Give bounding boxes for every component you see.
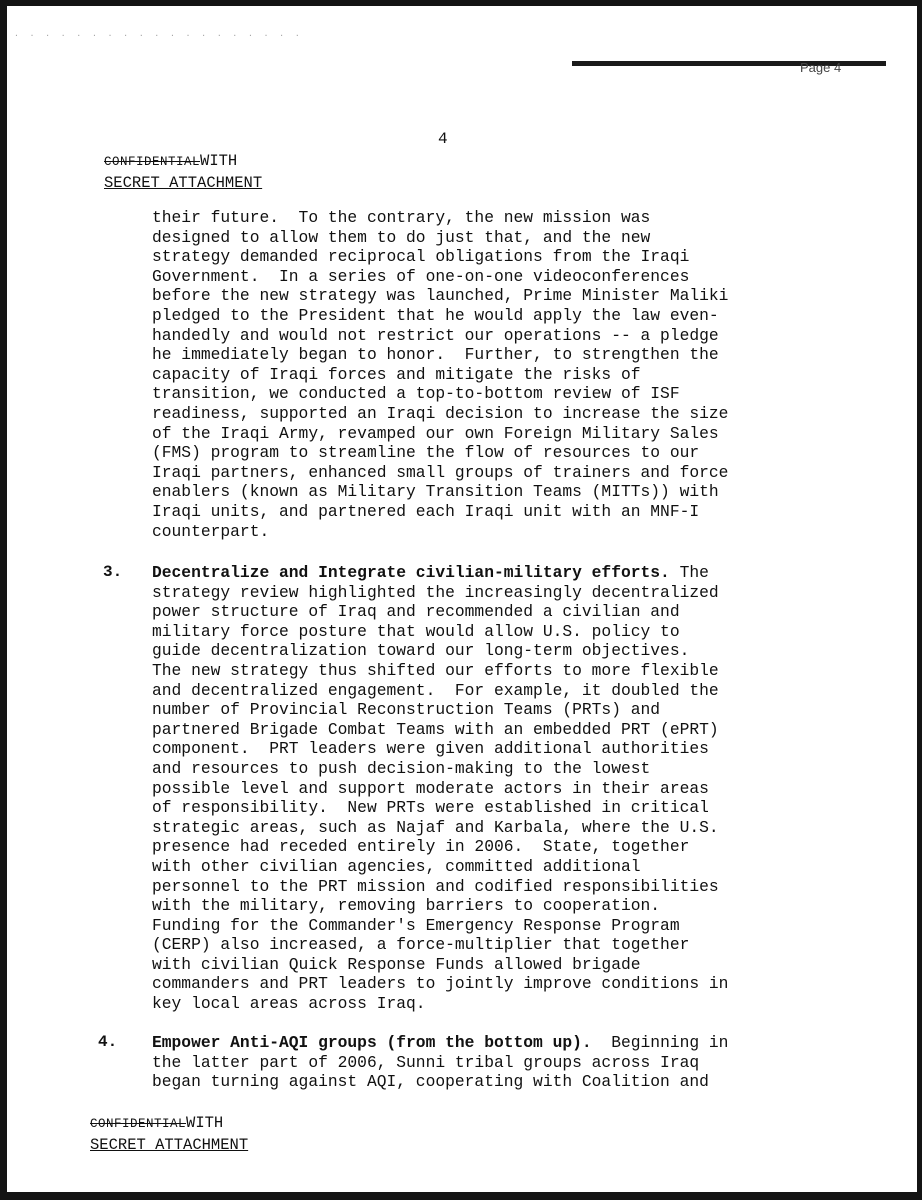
page-number: 4 (438, 130, 448, 148)
struck-classification: CONFIDENTIAL (104, 155, 201, 169)
classification-line2: SECRET ATTACHMENT (90, 1136, 249, 1154)
item-4-paragraph (152, 1033, 802, 1092)
classification-line1 (90, 1113, 248, 1135)
item-3-body: strategy review highlighted the increasingly decentralized power structure of Iraq and recommended a civilian and military force posture that would allow U.S. policy to guide decentralization toward our long-term objectives. The new strategy thus shifted our efforts to more flexible and decentralized engagement. For example, it doubled the number of Provincial Reconstruction Teams (PRTs) and partnered Brigade Combat Teams with an embedded PRT (ePRT) component. PRT leaders were given additional authorities and resources to push decision-making to the lowest possible level and support moderate actors in their areas of responsibility. New PRTs were established in critical strategic areas, such as Najaf and Karbala, where the U.S. presence had receded entirely in 2006. State, together with other civilian agencies, committed additional personnel to the PRT mission and codified responsibilities with the military, removing barriers to cooperation. Funding for the Commander's Emergency Response Program (CERP) also increased, a force-multiplier that together with civilian Quick Response Funds allowed brigade commanders and PRT leaders to jointly improve conditions in key local areas across Iraq. (152, 582, 729, 1014)
item-4-heading: Empower Anti-AQI groups (from the bottom up). (152, 1033, 592, 1052)
item-3-number: 3. (103, 563, 123, 581)
continued-paragraph: their future. To the contrary, the new mission was designed to allow them to do just that, and the new strategy demanded reciprocal obligations from the Iraqi Government. In a series of one-on-one videoconferences before the new strategy was launched, Prime Minister Maliki pledged to the President that he would apply the law even- handedly and would not restrict our operations -- a pledge he immediately began to honor. Further, to strengthen the capacity of Iraqi forces and mitigate the risks of transition, we conducted a top-to-bottom review of ISF readiness, supported an Iraqi decision to increase the size of the Iraqi Army, revamped our own Foreign Military Sales (FMS) program to streamline the flow of resources to our Iraqi partners, enhanced small groups of trainers and force enablers (known as Military Transition Teams (MITTs)) with Iraqi units, and partnered each Iraqi unit with an MNF-I counterpart. (152, 208, 729, 541)
struck-classification: CONFIDENTIAL (90, 1117, 187, 1131)
item-4-first-line-rest: Beginning in (591, 1033, 729, 1052)
scan-top-border (0, 0, 922, 6)
scan-artifact-marks: . . . . . . . . . . . . . . . . . . . (14, 30, 303, 39)
scan-right-border (917, 0, 922, 1200)
classification-line1 (104, 151, 262, 173)
item-3-first-line-rest: The (669, 563, 709, 582)
item-4-number: 4. (98, 1033, 118, 1051)
fax-page-label: Page 4 (800, 60, 842, 75)
item-3-heading: Decentralize and Integrate civilian-military efforts. (152, 563, 670, 582)
classification-with: WITH (186, 1114, 224, 1132)
classification-marking-bottom (90, 1113, 248, 1156)
classification-line2: SECRET ATTACHMENT (104, 174, 263, 192)
item-4-body: the latter part of 2006, Sunni tribal groups across Iraq began turning against AQI, cooperating with Coalition and (152, 1052, 709, 1092)
item-3-paragraph (152, 563, 802, 1014)
classification-marking-top (104, 151, 262, 194)
scan-left-border (0, 0, 7, 1200)
scan-bottom-border (0, 1192, 922, 1200)
classification-with: WITH (200, 152, 238, 170)
